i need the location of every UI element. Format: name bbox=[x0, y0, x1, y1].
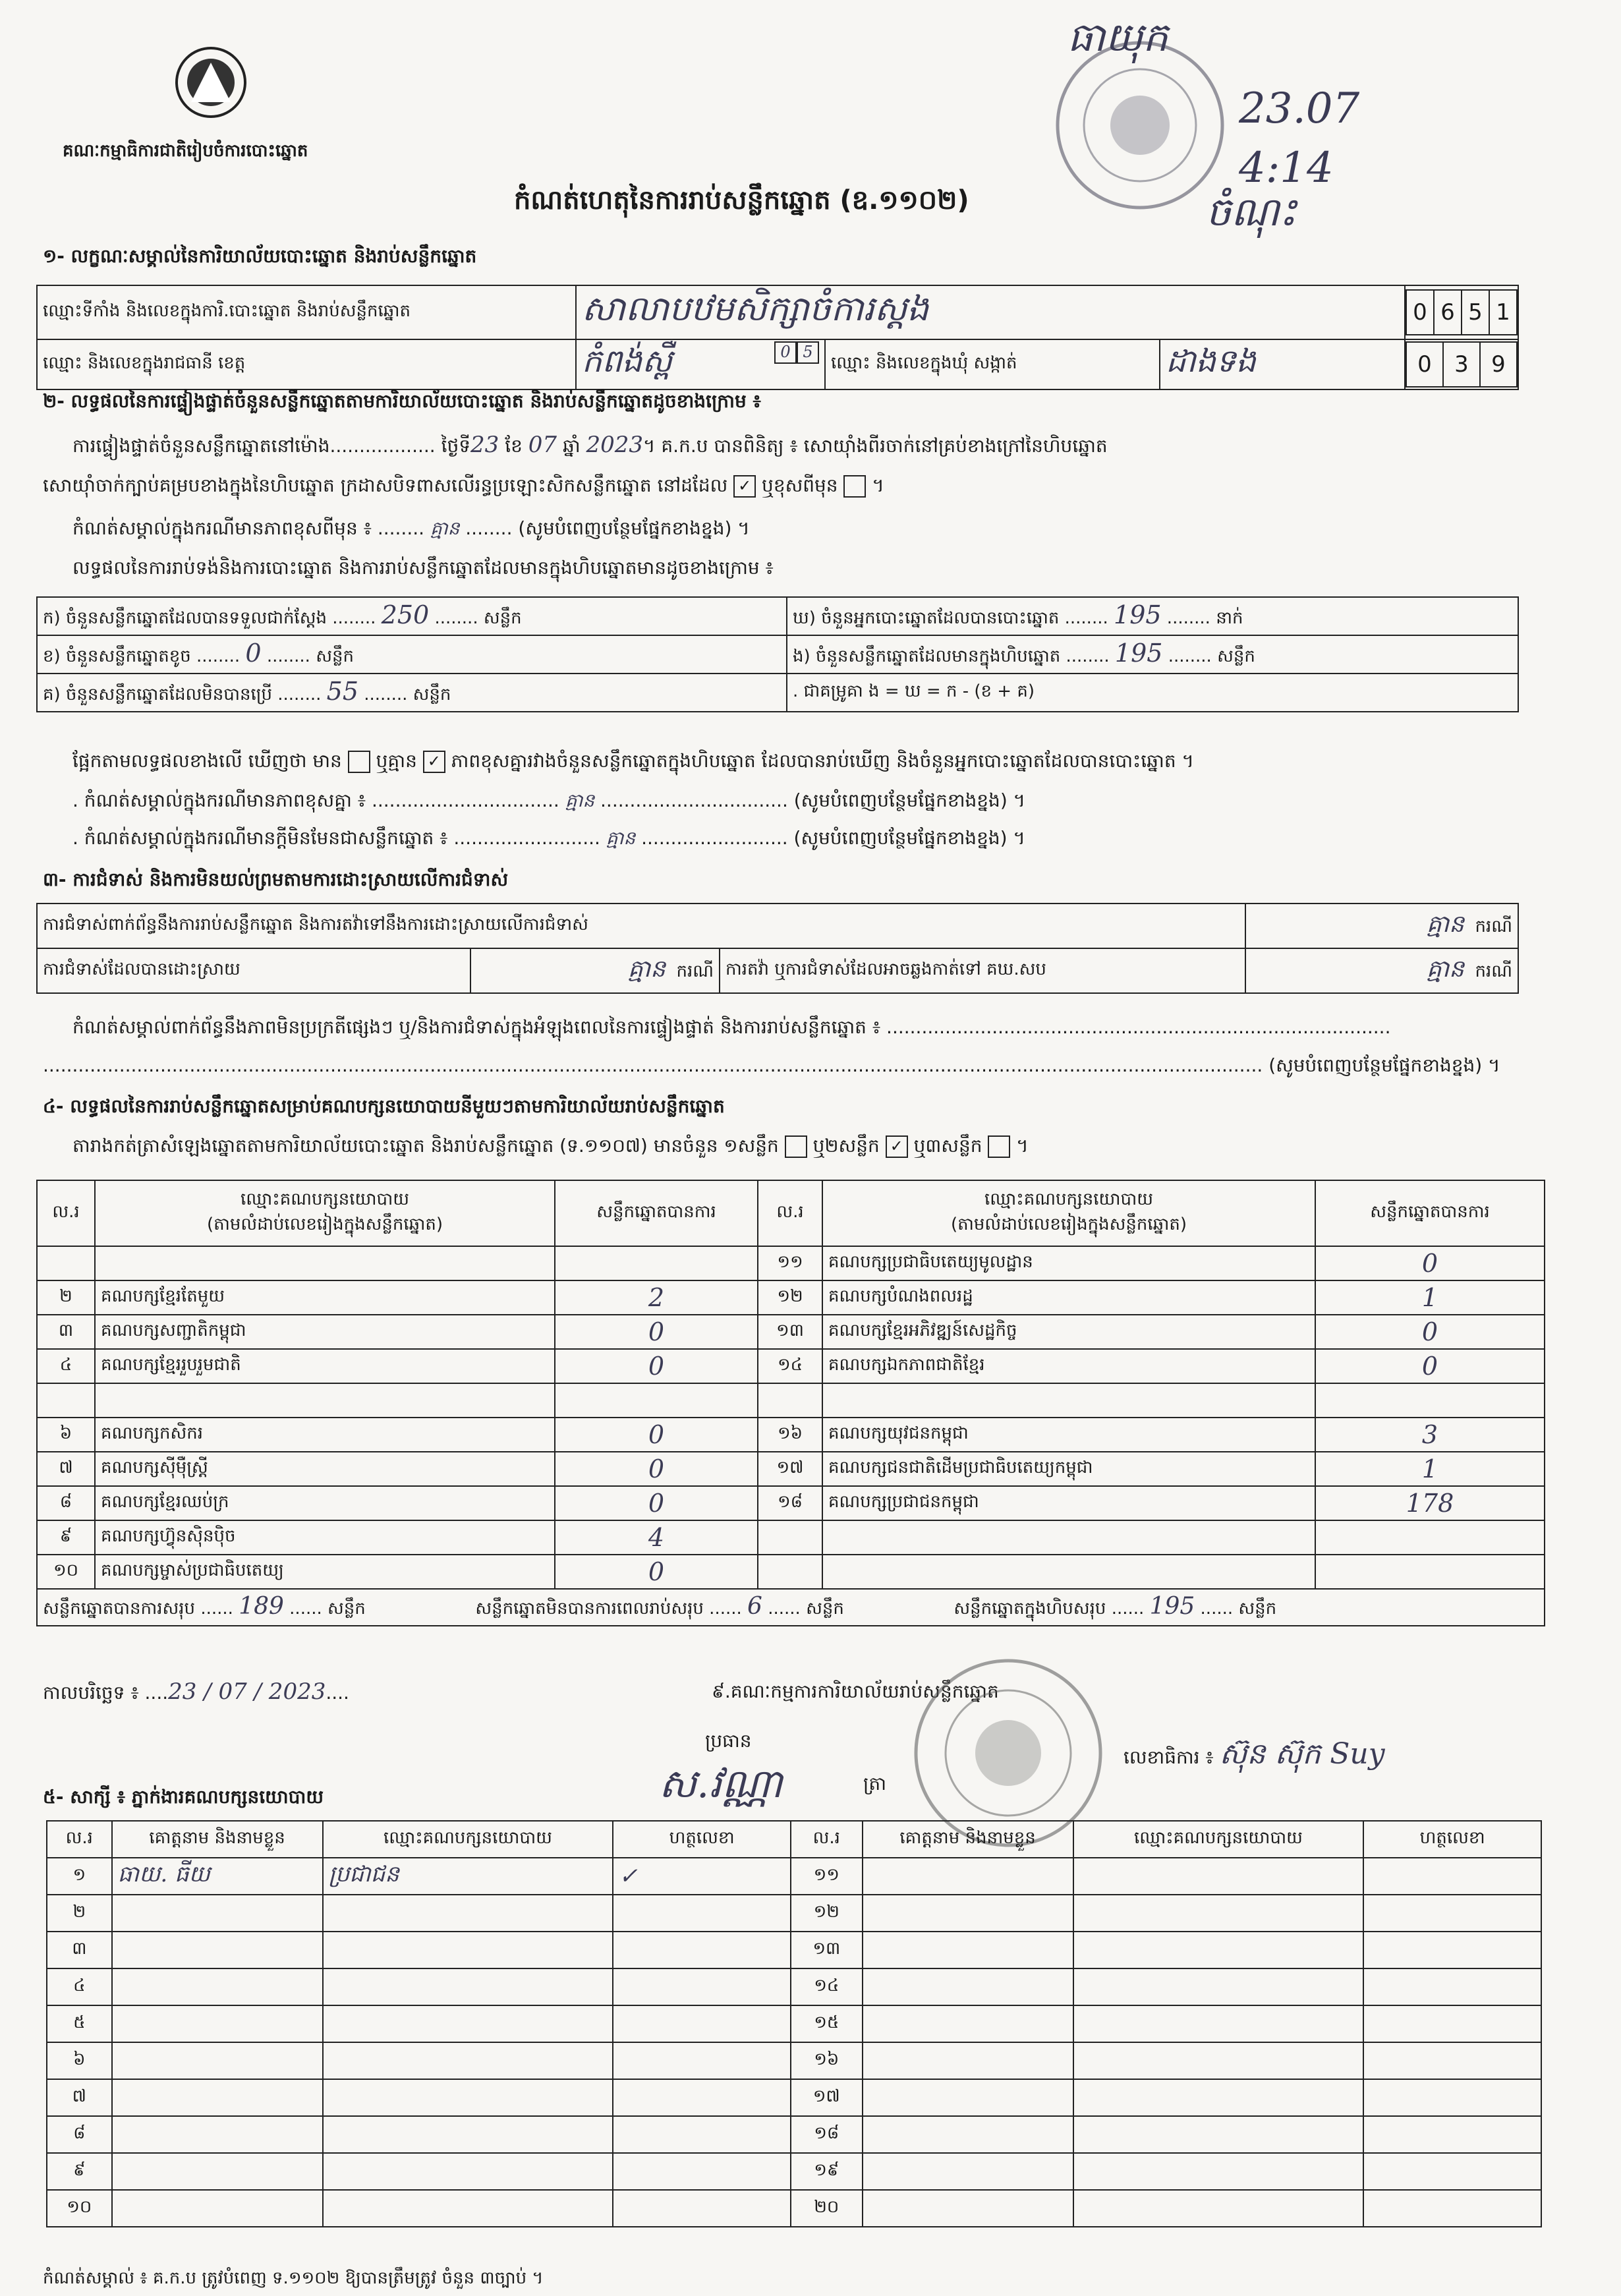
party-name bbox=[95, 1246, 555, 1280]
witness-cell bbox=[323, 2005, 613, 2042]
s2-line4: លទ្ធផលនៃការរាប់ទង់និងការបោះឆ្នោត និងការរាប់សន្លឹកឆ្នោតដែលមានក្នុងហិបឆ្នោតមានដូចខាងក្រោម ៖ bbox=[72, 557, 774, 579]
party-number: ៩ bbox=[37, 1520, 95, 1555]
party-name bbox=[822, 1520, 1315, 1555]
code-digit: 5 bbox=[797, 341, 819, 364]
s1-r1-value: សាលាបឋមសិក្សាចំការស្តង bbox=[576, 285, 1405, 339]
party-name: គណបក្សម្ចាស់ប្រជាធិបតេយ្យ bbox=[95, 1555, 555, 1589]
row-number: ៨ bbox=[47, 2116, 112, 2153]
party-votes: 178 bbox=[1315, 1486, 1545, 1520]
col-header-party: ឈ្មោះគណបក្សនយោបាយ (តាមលំដាប់លេខរៀងក្នុងសន្លឹកឆ្នោត) bbox=[95, 1180, 555, 1246]
witness-cell bbox=[323, 2116, 613, 2153]
party-votes bbox=[1315, 1383, 1545, 1418]
witness-cell bbox=[112, 2042, 323, 2079]
party-number: ១៣ bbox=[758, 1315, 822, 1349]
row-number: ១៧ bbox=[791, 2079, 863, 2116]
witness-cell bbox=[613, 1932, 791, 1968]
witness-cell bbox=[1363, 2116, 1541, 2153]
party-votes: 0 bbox=[555, 1349, 758, 1383]
emblem-logo bbox=[165, 43, 257, 122]
col-header-party: ឈ្មោះគណបក្សនយោបាយ (តាមលំដាប់លេខរៀងក្នុងសន្លឹកឆ្នោត) bbox=[822, 1180, 1315, 1246]
table-row bbox=[47, 2153, 1541, 2190]
party-number: ១៧ bbox=[758, 1452, 822, 1486]
party-votes bbox=[1315, 1520, 1545, 1555]
witness-cell bbox=[1073, 1968, 1364, 2005]
witness-cell bbox=[613, 1968, 791, 2005]
witness-cell bbox=[613, 2116, 791, 2153]
witness-cell bbox=[112, 2153, 323, 2190]
party-votes: 0 bbox=[555, 1555, 758, 1589]
witness-cell bbox=[112, 2005, 323, 2042]
footer-note: កំណត់សម្គាល់ ៖ គ.ក.ប ត្រូវបំពេញ ទ.១១០២ ឱ្យបានត្រឹមត្រូវ ចំនួន ៣ច្បាប់ ។ bbox=[43, 2268, 544, 2288]
s1-table bbox=[36, 285, 1519, 390]
annotation-time: 4:14 bbox=[1239, 144, 1334, 192]
s1-heading: ១- លក្ខណៈសម្គាល់នៃការិយាល័យបោះឆ្នោត និងរាប់សន្លឹកឆ្នោត bbox=[43, 245, 477, 267]
witness-cell bbox=[613, 2153, 791, 2190]
same-checkbox[interactable]: ✓ bbox=[733, 475, 756, 498]
party-votes: 1 bbox=[1315, 1280, 1545, 1315]
witness-cell bbox=[613, 2190, 791, 2227]
party-votes: 0 bbox=[1315, 1315, 1545, 1349]
witness-cell bbox=[1363, 2153, 1541, 2190]
s4-heading: ៤- លទ្ធផលនៃការរាប់សន្លឹកឆ្នោតសម្រាប់គណបក្សនយោបាយនីមួយៗតាមការិយាល័យរាប់សន្លឹកឆ្នោត bbox=[43, 1095, 725, 1117]
party-votes bbox=[1315, 1555, 1545, 1589]
witness-cell bbox=[613, 2005, 791, 2042]
table-row bbox=[37, 1315, 1545, 1349]
table-row bbox=[37, 1486, 1545, 1520]
one-sheet-checkbox[interactable] bbox=[785, 1135, 807, 1158]
s1-r2-label2: ឈ្មោះ និងលេខក្នុងឃុំ សង្កាត់ bbox=[825, 339, 1160, 389]
s2-line6: . កំណត់សម្គាល់ក្នុងករណីមានភាពខុសគ្នា ៖ ................................ គ្មាន ................................ (សូមបំពេញបន្ថែមផ្នែកខាងខ្នង) ។ bbox=[72, 789, 1026, 811]
formula: . ជាគម្រូគា ង = ឃ = ក - (ខ + គ) bbox=[787, 674, 1518, 712]
s2-line5: ផ្អែកតាមលទ្ធផលខាងលើ ឃើញថា មាន ឬគ្មាន ✓ ភាពខុសគ្នារវាងចំនួនសន្លឹកឆ្នោតក្នុងហិបឆ្នោត ដែលបានរាប់ឃើញ និងចំនួនអ្នកបោះឆ្នោតដែលបានបោះឆ្នោត ។ bbox=[72, 750, 1194, 772]
witness-cell bbox=[1073, 1932, 1364, 1968]
party-votes: 1 bbox=[1315, 1452, 1545, 1486]
party-number: ១០ bbox=[37, 1555, 95, 1589]
s1-r2-value2: ដាងទង bbox=[1160, 339, 1405, 389]
date-line: កាលបរិច្ឆេទ ៖ ....23 / 07 / 2023.... bbox=[43, 1679, 349, 1705]
party-number: ១៦ bbox=[758, 1418, 822, 1452]
party-number: ១៤ bbox=[758, 1349, 822, 1383]
row-number: ១៥ bbox=[791, 2005, 863, 2042]
party-number: ៨ bbox=[37, 1486, 95, 1520]
party-number: ១៨ bbox=[758, 1486, 822, 1520]
secretary-label: លេខាធិការ ៖ ស៊ុន ស៊ុក Suy bbox=[1123, 1737, 1385, 1771]
party-number: ៦ bbox=[37, 1418, 95, 1452]
handwritten-note: ធាយុក bbox=[1067, 14, 1168, 61]
code-digit: 0 bbox=[1406, 342, 1443, 387]
party-name: គណបក្សកសិករ bbox=[95, 1418, 555, 1452]
row-number: ១៨ bbox=[791, 2116, 863, 2153]
witness-cell bbox=[323, 1932, 613, 1968]
party-votes: 0 bbox=[1315, 1349, 1545, 1383]
col-header-votes: សន្លឹកឆ្នោតបានការ bbox=[555, 1180, 758, 1246]
s2-heading: ២- លទ្ធផលនៃការផ្ទៀងផ្ទាត់ចំនួនសន្លឹកឆ្នោតតាមការិយាល័យបោះឆ្នោត និងរាប់សន្លឹកឆ្នោតដូចខាងក្រោម ៖ bbox=[43, 390, 761, 412]
col-header: ឈ្មោះគណបក្សនយោបាយ bbox=[1073, 1821, 1364, 1858]
witness-cell bbox=[1073, 2116, 1364, 2153]
chair-label: ប្រធាន bbox=[705, 1730, 752, 1752]
s3-r1-label: ការជំទាស់ពាក់ព័ន្ធនឹងការរាប់សន្លឹកឆ្នោត និងការតវ៉ាទៅនឹងការដោះស្រាយលើការជំទាស់ bbox=[37, 904, 1245, 948]
s2-line2: សោយ៉ាំចាក់ក្បាប់គម្របខាងក្នុងនៃហិបឆ្នោត ក្រដាសបិទពាសលើរន្ធប្រឡោះសិកសន្លឹកឆ្នោត នៅដដែល ✓ ឬខុសពីមុន ។ bbox=[43, 474, 884, 496]
party-name bbox=[822, 1555, 1315, 1589]
s2-line7: . កំណត់សម្គាល់ក្នុងករណីមានក្តីមិនមែនជាសន្លឹកឆ្នោត ៖ ......................... គ្មាន ......................... (សូមបំពេញបន្ថែមផ្នែកខាងខ្នង) ។ bbox=[72, 827, 1025, 849]
witness-cell bbox=[863, 2153, 1073, 2190]
code-digit: 9 bbox=[1480, 342, 1517, 387]
row-number: ១៤ bbox=[791, 1968, 863, 2005]
two-sheet-checkbox[interactable]: ✓ bbox=[886, 1135, 908, 1158]
witness-cell bbox=[1363, 2079, 1541, 2116]
party-name: គណបក្សហ៊្វុនស៊ិនប៉ិច bbox=[95, 1520, 555, 1555]
witness-cell bbox=[323, 2079, 613, 2116]
s3-table: ការជំទាស់ពាក់ព័ន្ធនឹងការរាប់សន្លឹកឆ្នោត និងការតវ៉ាទៅនឹងការដោះស្រាយលើការជំទាស់ គ្មាន ករណី ការជំទាស់ដែលបានដោះស្រាយ គ្មាន ករណី ការតវ៉ា ឬការជំទាស់ដែលអាចឆ្លងកាត់ទៅ គឃ.សប គ្មាន ករណី bbox=[36, 903, 1519, 994]
annotation-date: 23.07 bbox=[1239, 84, 1360, 133]
changed-checkbox[interactable] bbox=[843, 475, 866, 498]
party-number bbox=[758, 1520, 822, 1555]
witness-cell bbox=[1363, 2042, 1541, 2079]
party-name: គណបក្សខ្មែរអភិវឌ្ឍន៍សេដ្ឋកិច្ច bbox=[822, 1315, 1315, 1349]
party-votes: 0 bbox=[555, 1486, 758, 1520]
party-name: គណបក្សប្រជាធិបតេយ្យមូលដ្ឋាន bbox=[822, 1246, 1315, 1280]
s2-line1: ការផ្ទៀងផ្ទាត់ចំនួនសន្លឹកឆ្នោតនៅម៉ោង.................. ថ្ងៃទី23 ខែ 07 ឆ្នាំ 2023។ គ.ក.ប បានពិនិត្យ ៖ សោយ៉ាំងពីរចាក់នៅគ្រប់ខាងក្រៅនៃហិបឆ្នោត bbox=[72, 432, 1108, 458]
stamp-seal bbox=[1051, 36, 1229, 214]
party-number: ១១ bbox=[758, 1246, 822, 1280]
col-header: ល.រ bbox=[47, 1821, 112, 1858]
table-row bbox=[47, 2005, 1541, 2042]
col-header: គោត្តនាម និងនាមខ្លួន bbox=[112, 1821, 323, 1858]
row-number: ៧ bbox=[47, 2079, 112, 2116]
party-name: គណបក្សខ្មែរតែមួយ bbox=[95, 1280, 555, 1315]
witness-cell bbox=[863, 2116, 1073, 2153]
code-digit: 6 bbox=[1434, 290, 1462, 335]
witness-cell bbox=[613, 2079, 791, 2116]
witness-cell bbox=[1363, 1895, 1541, 1932]
s3-r2b-label: ការតវ៉ា ឬការជំទាស់ដែលអាចឆ្លងកាត់ទៅ គឃ.សប bbox=[720, 948, 1245, 993]
no-diff-checkbox[interactable]: ✓ bbox=[423, 751, 445, 773]
party-name: គណបក្សឯកភាពជាតិខ្មែរ bbox=[822, 1349, 1315, 1383]
col-header: ឈ្មោះគណបក្សនយោបាយ bbox=[323, 1821, 613, 1858]
party-name: គណបក្សខ្មែររួបរួមជាតិ bbox=[95, 1349, 555, 1383]
s1-r1-label: ឈ្មោះទីកាំង និងលេខក្នុងការិ.បោះឆ្នោត និងរាប់សន្លឹកឆ្នោត bbox=[37, 285, 576, 339]
party-name: គណបក្សជនជាតិដើមប្រជាធិបតេយ្យកម្ពុជា bbox=[822, 1452, 1315, 1486]
row-number: ៤ bbox=[47, 1968, 112, 2005]
witness-cell bbox=[1073, 2005, 1364, 2042]
table-row bbox=[47, 2079, 1541, 2116]
witness-cell bbox=[1073, 2190, 1364, 2227]
party-number: ២ bbox=[37, 1280, 95, 1315]
col-header-no: ល.រ bbox=[37, 1180, 95, 1246]
table-row bbox=[47, 1895, 1541, 1932]
party-number bbox=[37, 1246, 95, 1280]
row-number: ២ bbox=[47, 1895, 112, 1932]
witness-cell bbox=[112, 1932, 323, 1968]
party-votes bbox=[555, 1246, 758, 1280]
witness-cell bbox=[1073, 2042, 1364, 2079]
row-number: ១១ bbox=[791, 1858, 863, 1895]
witness-cell bbox=[323, 1968, 613, 2005]
row-number: ៣ bbox=[47, 1932, 112, 1968]
party-votes: 0 bbox=[1315, 1246, 1545, 1280]
col-header: ហត្ថលេខា bbox=[1363, 1821, 1541, 1858]
party-number bbox=[758, 1555, 822, 1589]
witness-cell bbox=[323, 1895, 613, 1932]
party-votes: 2 bbox=[555, 1280, 758, 1315]
org-name: គណៈកម្មាធិការជាតិរៀបចំការបោះឆ្នោត bbox=[63, 141, 308, 161]
annotation-signature: ចំណុះ bbox=[1206, 189, 1297, 235]
party-votes: 0 bbox=[555, 1418, 758, 1452]
col-header: ល.រ bbox=[791, 1821, 863, 1858]
row-number: ១៦ bbox=[791, 2042, 863, 2079]
witness-cell bbox=[613, 1895, 791, 1932]
code-digit: 0 bbox=[774, 341, 797, 364]
witness-cell bbox=[112, 2079, 323, 2116]
code-digit: 5 bbox=[1462, 290, 1489, 335]
witness-cell bbox=[112, 1968, 323, 2005]
table-row bbox=[37, 1246, 1545, 1280]
s1-r2-label: ឈ្មោះ និងលេខក្នុងរាជធានី ខេត្ត bbox=[37, 339, 576, 389]
row-number: ១ bbox=[47, 1858, 112, 1895]
table-row bbox=[47, 2190, 1541, 2227]
witness-cell bbox=[1363, 1932, 1541, 1968]
witness-cell bbox=[112, 2116, 323, 2153]
table-row bbox=[37, 1349, 1545, 1383]
s4-sub: តារាងកត់ត្រាសំឡេងឆ្នោតតាមការិយាល័យបោះឆ្នោត និងរាប់សន្លឹកឆ្នោត (ទ.១១០៧) មានចំនួន ១សន្លឹក ឬ២សន្លឹក ✓ ឬ៣សន្លឹក ។ bbox=[72, 1135, 1029, 1157]
row-number: ១០ bbox=[47, 2190, 112, 2227]
committee-title: ៩.គណៈកម្មការការិយាល័យរាប់សន្លឹកឆ្នោត bbox=[712, 1680, 999, 1702]
party-name: គណបក្សប្រជាជនកម្ពុជា bbox=[822, 1486, 1315, 1520]
party-votes bbox=[555, 1383, 758, 1418]
table-row bbox=[37, 1520, 1545, 1555]
party-number bbox=[37, 1383, 95, 1418]
witness-cell bbox=[1363, 2190, 1541, 2227]
row-number: ៥ bbox=[47, 2005, 112, 2042]
witness-cell bbox=[323, 2042, 613, 2079]
witness-cell bbox=[863, 1968, 1073, 2005]
party-name bbox=[95, 1383, 555, 1418]
s3-heading: ៣- ការជំទាស់ និងការមិនយល់ព្រមតាមការដោះស្រាយលើការជំទាស់ bbox=[43, 869, 509, 890]
s3-note-fill: ................................................................................................................................................................................................................ (សូមបំពេញបន្ថែមផ្នែកខាងខ្នង) ។ bbox=[43, 1054, 1500, 1076]
witness-cell bbox=[1363, 2005, 1541, 2042]
table-row bbox=[37, 1555, 1545, 1589]
s2-line3: កំណត់សម្គាល់ក្នុងករណីមានភាពខុសពីមុន ៖ ........ គ្មាន ........ (សូមបំពេញបន្ថែមផ្នែកខាងខ្នង) ។ bbox=[72, 517, 750, 539]
code-digit: 0 bbox=[1406, 290, 1434, 335]
table-row bbox=[47, 1858, 1541, 1895]
witness-cell bbox=[863, 1858, 1073, 1895]
witness-cell bbox=[1363, 1858, 1541, 1895]
witness-cell bbox=[1073, 2079, 1364, 2116]
party-number: ៧ bbox=[37, 1452, 95, 1486]
party-name: គណបក្សបំណងពលរដ្ឋ bbox=[822, 1280, 1315, 1315]
party-name: គណបក្សយុវជនកម្ពុជា bbox=[822, 1418, 1315, 1452]
three-sheet-checkbox[interactable] bbox=[988, 1135, 1010, 1158]
row-number: ២០ bbox=[791, 2190, 863, 2227]
party-name: គណបក្សស៊ីម៉ឺស្ត្រី bbox=[95, 1452, 555, 1486]
row-number: ១៣ bbox=[791, 1932, 863, 1968]
row-number: ៩ bbox=[47, 2153, 112, 2190]
col-header: ហត្ថលេខា bbox=[613, 1821, 791, 1858]
party-name bbox=[822, 1383, 1315, 1418]
has-diff-checkbox[interactable] bbox=[348, 751, 370, 773]
party-name: គណបក្សសញ្ជាតិកម្ពុជា bbox=[95, 1315, 555, 1349]
witness-cell bbox=[1073, 1895, 1364, 1932]
witness-cell: ធាយ. ធីយ bbox=[112, 1858, 323, 1895]
table-row bbox=[37, 1383, 1545, 1418]
witness-table bbox=[46, 1820, 1542, 2227]
witness-cell bbox=[112, 1895, 323, 1932]
witness-cell bbox=[863, 2079, 1073, 2116]
stamp-label: ត្រា bbox=[863, 1773, 886, 1794]
witness-cell bbox=[1073, 1858, 1364, 1895]
witness-cell bbox=[863, 2190, 1073, 2227]
table-row bbox=[37, 1280, 1545, 1315]
table-row bbox=[47, 1968, 1541, 2005]
witness-cell bbox=[1073, 2153, 1364, 2190]
witness-cell bbox=[863, 1895, 1073, 1932]
party-votes: 4 bbox=[555, 1520, 758, 1555]
s2-counts-table: ក) ចំនួនសន្លឹកឆ្នោតដែលបានទទួលជាក់ស្តែង ........ 250 ........ សន្លឹក ឃ) ចំនួនអ្នកបោះឆ្នោតដែលបានបោះឆ្នោត ........ 195 ........ នាក់ ខ) ចំនួនសន្លឹកឆ្នោតខូច ........ 0 ........ សន្លឹក ង) ចំនួនសន្លឹកឆ្នោតដែលមានក្នុងហិបឆ្នោត ........ 195 ........ សន្លឹក គ) ចំនួនសន្លឹកឆ្នោតដែលមិនបានប្រើ ........ 55 ........ សន្លឹក . ជាគម្រូគា ង = ឃ = ក - (ខ + គ) bbox=[36, 596, 1519, 712]
code-digit: 1 bbox=[1489, 290, 1517, 335]
s1-r2-value: កំពង់ស្ពឺ 0 5 bbox=[576, 339, 825, 389]
party-votes: 3 bbox=[1315, 1418, 1545, 1452]
party-number: ៤ bbox=[37, 1349, 95, 1383]
witness-cell bbox=[1363, 1968, 1541, 2005]
party-votes: 0 bbox=[555, 1315, 758, 1349]
table-row bbox=[37, 1418, 1545, 1452]
witness-cell bbox=[323, 2153, 613, 2190]
witness-cell: ✓ bbox=[613, 1858, 791, 1895]
col-header-votes: សន្លឹកឆ្នោតបានការ bbox=[1315, 1180, 1545, 1246]
page-title: កំណត់ហេតុនៃការរាប់សន្លឹកឆ្នោត (ឧ.១១០២) bbox=[514, 185, 969, 215]
party-number: ១២ bbox=[758, 1280, 822, 1315]
chair-signature: ស.វណ្ណា bbox=[659, 1761, 783, 1807]
witness-cell bbox=[863, 2005, 1073, 2042]
party-votes: 0 bbox=[555, 1452, 758, 1486]
party-number: ៣ bbox=[37, 1315, 95, 1349]
party-results-table: ល.រ ឈ្មោះគណបក្សនយោបាយ (តាមលំដាប់លេខរៀងក្នុងសន្លឹកឆ្នោត) សន្លឹកឆ្នោតបានការ ល.រ ឈ្មោះគណបក្សនយោបាយ (តាមលំដាប់លេខរៀងក្នុងសន្លឹកឆ្នោត) សន្លឹកឆ្នោតបានការ ១១ គណបក្សប្រជាធិបតេយ្យមូលដ្ឋាន 0 ២ គណបក្សខ្មែរតែមួយ 2 ១២ គណបក្សបំណងពលរដ្ឋ 1 ៣ គណបក្សសញ្ជាតិកម្ពុជា 0 ១៣ គណបក្សខ្មែរអភិវឌ្ឍន៍សេដ្ឋកិច្ច 0 ៤ គណបក្សខ្មែររួបរួមជាតិ 0 ១៤ គណបក្សឯកភាពជាតិខ្មែរ 0 ៦ គណបក្សកសិករ 0 ១៦ គណបក្សយុវជនកម្ពុជា 3 ៧ គណបក្សស៊ីម៉ឺស្ត្រី 0 ១៧ គណបក្សជនជាតិដើមប្រជាធិបតេយ្យកម្ពុជា 1 ៨ គណបក្សខ្មែរឈប់ក្រ 0 ១៨ គណបក្សប្រជាជនកម្ពុជា 178 ៩ គណបក្សហ៊្វុនស៊ិនប៉ិច 4 ១០ គណបក្សម្ចាស់ប្រជាធិបតេយ្យ 0 សន្លឹកឆ្នោតបានការសរុប ...... 189 ...... សន្លឹក សន្លឹកឆ្នោតមិនបានការពេលរាប់សរុប ...... 6 ...... សន្លឹក សន្លឹកឆ្នោតក្នុងហិបសរុប ...... 195 ...... សន្លឹក bbox=[36, 1180, 1545, 1626]
witness-cell: ប្រជាជន bbox=[323, 1858, 613, 1895]
witness-cell bbox=[863, 1932, 1073, 1968]
table-row bbox=[37, 1452, 1545, 1486]
table-row bbox=[47, 1932, 1541, 1968]
col-header: គោត្តនាម និងនាមខ្លួន bbox=[863, 1821, 1073, 1858]
row-number: ៦ bbox=[47, 2042, 112, 2079]
witness-cell bbox=[613, 2042, 791, 2079]
s3-r2-label: ការជំទាស់ដែលបានដោះស្រាយ bbox=[37, 948, 470, 993]
s3-note: កំណត់សម្គាល់ពាក់ព័ន្ធនឹងភាពមិនប្រក្រតីផ្សេងៗ ឬ/និងការជំទាស់ក្នុងអំឡុងពេលនៃការផ្ទៀងផ្ទាត់ និងការរាប់សន្លឹកឆ្នោត ៖ ...................................................................................... bbox=[72, 1016, 1391, 1038]
row-number: ១៩ bbox=[791, 2153, 863, 2190]
party-number bbox=[758, 1383, 822, 1418]
witness-cell bbox=[863, 2042, 1073, 2079]
table-row bbox=[47, 2042, 1541, 2079]
row-number: ១២ bbox=[791, 1895, 863, 1932]
party-name: គណបក្សខ្មែរឈប់ក្រ bbox=[95, 1486, 555, 1520]
s5-heading: ៥- សាក្សី ៖ ភ្នាក់ងារគណបក្សនយោបាយ bbox=[43, 1786, 324, 1808]
col-header-no: ល.រ bbox=[758, 1180, 822, 1246]
code-digit: 3 bbox=[1443, 342, 1480, 387]
witness-cell bbox=[112, 2190, 323, 2227]
witness-cell bbox=[323, 2190, 613, 2227]
table-row bbox=[47, 2116, 1541, 2153]
